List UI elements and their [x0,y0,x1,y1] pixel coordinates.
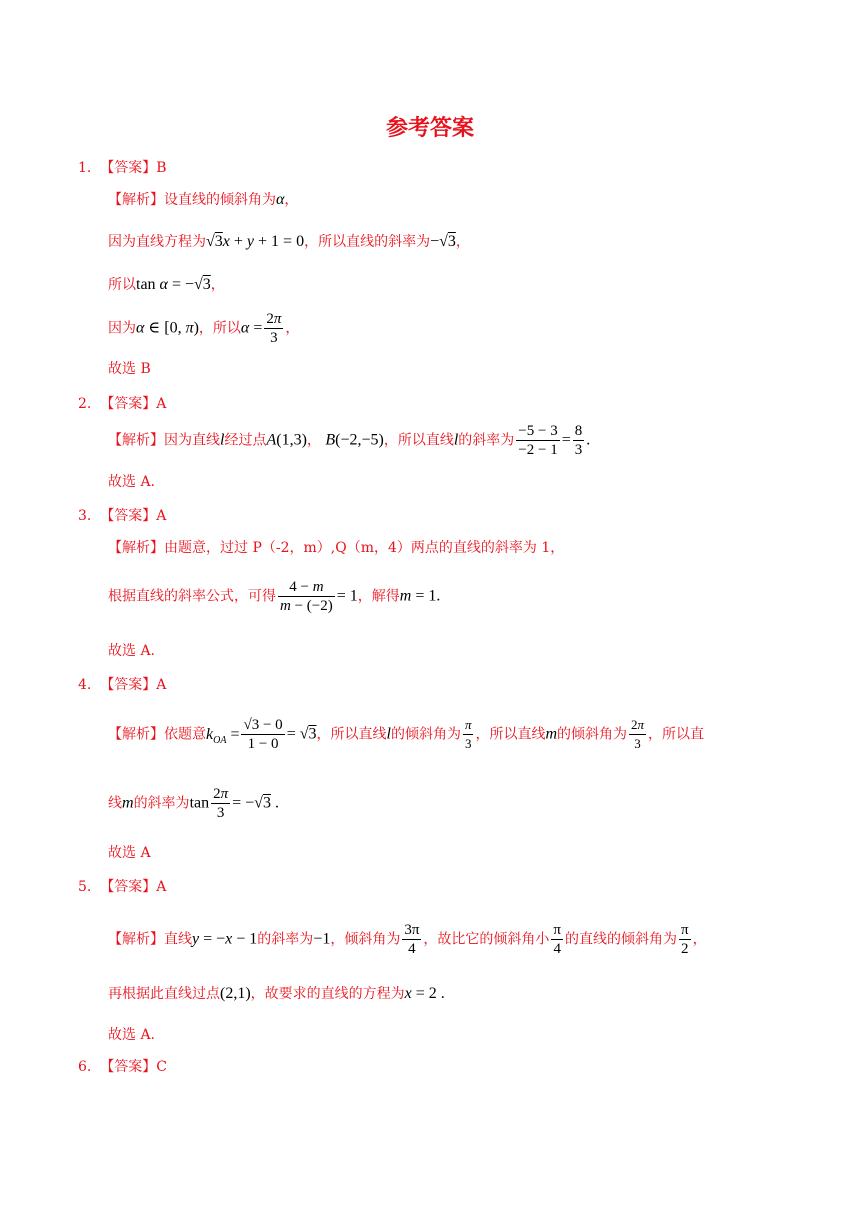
math-fraction: $\frac{8}{3}$ [574,423,583,458]
q1-analysis-line2: 因为直线方程为√3x + y + 1 = 0，所以直线的斜率为−√3， [108,233,470,250]
q1-answer-value: B [156,160,167,176]
q1-analysis-line4: 因为α ∈ [0, π)，所以α = $\frac{2\pi}{3}$ ， [108,311,300,346]
answer-tag: 【答案】 [100,160,157,176]
q4-conclusion: 故选 A [108,845,151,861]
q1-number: 1. [78,160,92,176]
q5-analysis-line2: 再根据此直线过点(2,1)，故要求的直线的方程为x = 2 . [108,985,445,1002]
math-interval: α ∈ [0, π) [136,319,199,337]
math-fraction: $\frac{2\pi}{3}$ [266,311,282,346]
math-tan: tan α = −√3 [136,276,211,293]
math-fraction: $\frac{\pi}{4}$ [553,922,561,957]
q3-analysis-line1: 【解析】由题意，过过 P（-2，m）,Q（m，4）两点的直线的斜率为 1， [108,540,565,556]
analysis-tag: 【解析】 [108,192,164,208]
math-point-a: A(1,3) [266,431,307,449]
math-fraction: $\frac{4 - m}{m - (-2)}$ [280,579,333,614]
q3-answer: 3. 【答案】A [78,508,167,524]
q3-analysis-line2: 根据直线的斜率公式，可得 $\frac{4 - m}{m - (-2)}$ = 1，解得m = 1. [108,579,441,614]
q3-conclusion: 故选 A. [108,643,156,659]
q4-analysis-line2: 线m的斜率为tan $\frac{2\pi}{3}$ = −√3 . [108,786,279,821]
q2-analysis-line1: 【解析】因为直线l经过点A(1,3)， B(−2,−5)，所以直线l的斜率为 $\frac{-5 - 3}{-2 - 1}$ = $\frac{8}{3}$ . [108,423,591,458]
math-fraction: $\frac{-5 - 3}{-2 - 1}$ [518,423,558,458]
math-fraction: $\frac{\pi}{2}$ [680,922,689,957]
math-slope: −√3 [430,233,456,250]
q5-answer: 5. 【答案】A [78,879,167,895]
q1-answer [78,158,167,178]
math-fraction: $\frac{\pi}{3}$ [464,717,472,751]
q2-answer: 2. 【答案】A [78,396,167,412]
math-fraction: $\frac{√3 - 0}{1 - 0}$ [243,717,283,752]
q2-conclusion: 故选 A. [108,474,156,490]
q5-analysis-line1: 【解析】直线y = −x − 1的斜率为−1，倾斜角为 $\frac{3\pi}{4}$ ，故比它的倾斜角小 $\frac{\pi}{4}$ 的直线的倾斜角为 $\frac{\pi}{2}$ ， [108,922,707,957]
math-fraction: $\frac{2\pi}{3}$ [213,786,229,821]
q6-answer: 6. 【答案】C [78,1059,167,1075]
math-line-equation: √3x + y + 1 = 0 [206,233,305,250]
page-title: 参考答案 [385,115,474,141]
q5-conclusion: 故选 A. [108,1027,156,1043]
math-alpha: α [276,191,285,208]
math-fraction: $\frac{2\pi}{3}$ [631,717,645,751]
q4-analysis-line1: 【解析】依题意$k_{OA}$ = $\frac{√3 - 0}{1 - 0}$ = √3，所以直线l的倾斜角为 $\frac{\pi}{3}$ ，所以直线m的倾斜角为 $\frac{2\pi}{3}$ ，所以直 [108,717,705,752]
math-point-b: B(−2,−5) [325,431,384,449]
q1-analysis-line3: 所以tan α = −√3， [108,276,225,293]
q4-answer: 4. 【答案】A [78,677,167,693]
math-fraction: $\frac{3\pi}{4}$ [404,922,420,957]
q1-analysis-line1: 【解析】设直线的倾斜角为α， [108,191,299,208]
q1-conclusion: 故选 B [108,361,151,377]
